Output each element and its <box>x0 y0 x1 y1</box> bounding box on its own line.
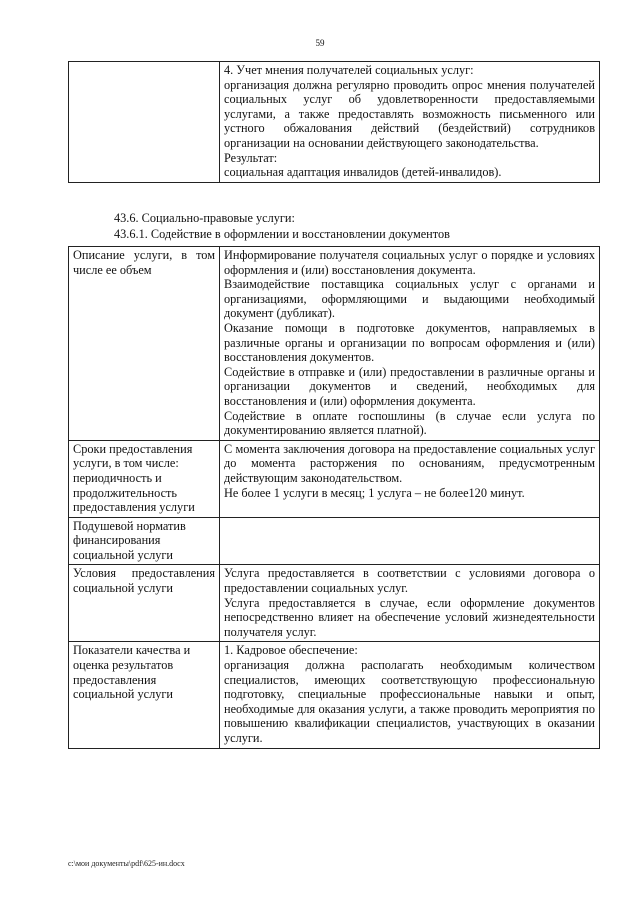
table-row <box>69 642 600 748</box>
section-heading: 43.6. Социально-правовые услуги: <box>114 211 295 225</box>
label-cell: Показатели качества и оценка результатов предоставления социальной услуги <box>69 642 220 748</box>
paragraph: организация должна регулярно проводить опрос мнения получателей социальных услуг об удовлетворенности предоставляемыми услугами, а также предоставлять возможность письменного или устного обжалования действий (бездействий) сотрудников организации на основании действующего законодательства. <box>224 77 595 150</box>
paragraph: организация должна располагать необходимым количеством специалистов, имеющих соответствующую профессиональную подготовку, специальные профессиональные навыки и опыт, необходимые для оказания услуги, а также проводить мероприятия по повышению квалификации специалистов, участвующих в оказании услуги. <box>224 658 595 745</box>
content-cell <box>220 565 600 642</box>
paragraph: социальная адаптация инвалидов (детей-инвалидов). <box>224 165 502 180</box>
paragraph: Содействие в отправке и (или) предоставлении в различные органы и организации документов и сведений, необходимых для восстановления и (или) оформления документа. <box>224 364 595 408</box>
paragraph: Содействие в оплате госпошлины (в случае если услуга по документированию является платной). <box>224 408 595 438</box>
paragraph: Услуга предоставляется в случае, если оформление документов непосредственно влияет на обеспечение условий жизнедеятельности получателя услуг. <box>224 595 595 639</box>
paragraph: Услуга предоставляется в соответствии с условиями договора о предоставлении социальных услуг. <box>224 566 595 596</box>
paragraph: 1. Кадровое обеспечение: <box>224 643 358 658</box>
footer-file-path: c:\мои документы\pdf\625-ин.docx <box>68 859 185 868</box>
content-cell <box>220 247 600 441</box>
paragraph: Информирование получателя социальных услуг о порядке и условиях оформления и (или) восстановления документа. <box>224 248 595 277</box>
continuation-table <box>68 61 600 183</box>
paragraph: 4. Учет мнения получателей социальных услуг: <box>224 63 474 77</box>
label-cell <box>69 62 220 183</box>
paragraph: Оказание помощи в подготовке документов, направляемых в различные органы и организации по вопросам оформления и (или) восстановления документов. <box>224 320 595 365</box>
table-row <box>69 247 600 441</box>
table-row <box>69 517 600 565</box>
table-row <box>69 62 600 183</box>
paragraph: Результат: <box>224 150 278 165</box>
table-row <box>69 565 600 642</box>
content-cell <box>220 440 600 517</box>
content-cell <box>220 62 600 183</box>
paragraph: С момента заключения договора на предоставление социальных услуг до момента расторжения по основаниям, предусмотренным действующим законодательством. <box>224 441 595 485</box>
service-table <box>68 246 600 749</box>
label-cell: Описание услуги, в том числе ее объем <box>69 247 220 441</box>
label-cell: Сроки предоставления услуги, в том числе: периодичность и продолжительность предоставления услуги <box>69 440 220 517</box>
content-cell <box>220 517 600 565</box>
page-number: 59 <box>315 38 325 48</box>
paragraph: Взаимодействие поставщика социальных услуг с органами и организациями, оформляющими и выдающими необходимый документ (дубликат). <box>224 277 595 321</box>
label-cell: Условия предоставления социальной услуги <box>69 565 220 642</box>
table-row <box>69 440 600 517</box>
paragraph: Не более 1 услуги в месяц; 1 услуга – не более120 минут. <box>224 485 525 500</box>
content-cell <box>220 642 600 748</box>
label-cell: Подушевой норматив финансирования социальной услуги <box>69 517 220 565</box>
subsection-heading: 43.6.1. Содействие в оформлении и восстановлении документов <box>114 227 450 241</box>
